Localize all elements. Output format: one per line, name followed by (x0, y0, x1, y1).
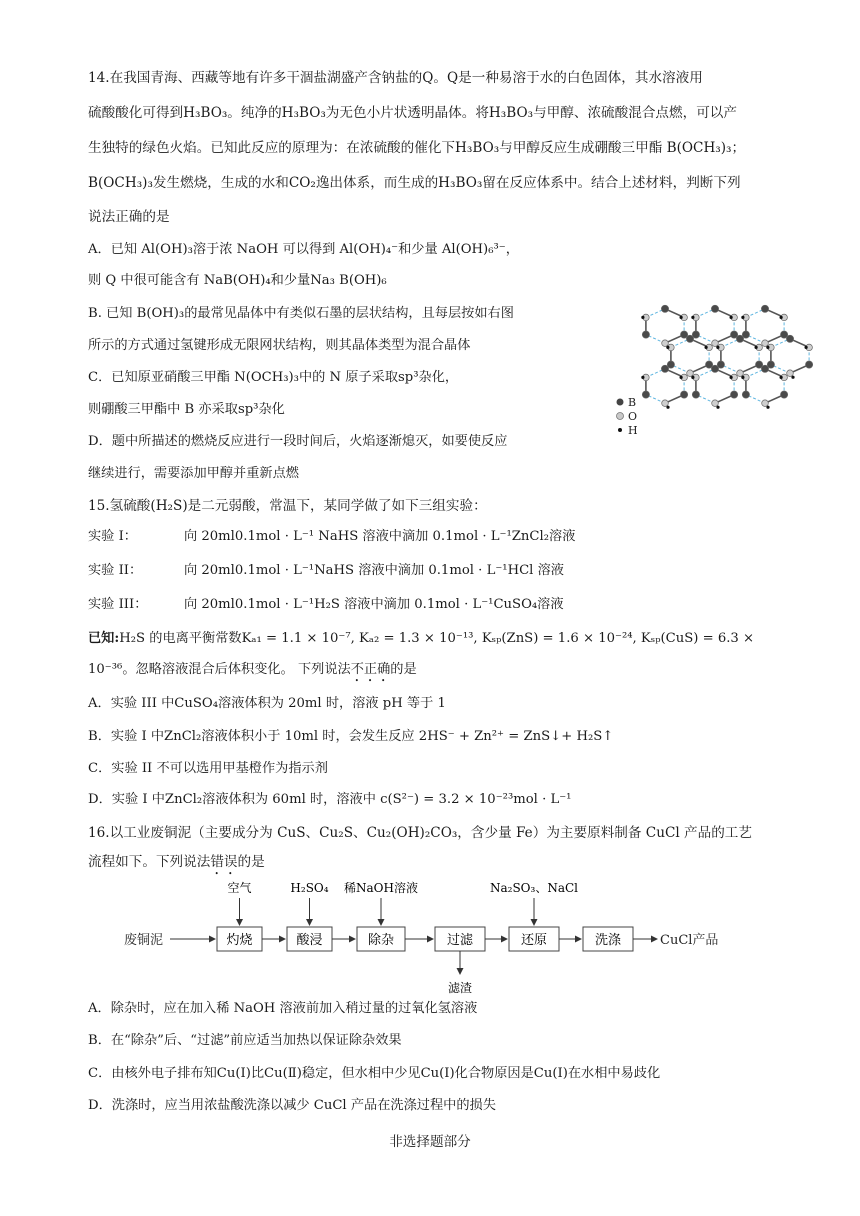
input-naoh-label: 稀NaOH溶液 (344, 881, 418, 895)
q14-option-c-line2: 则硼酸三甲酯中 B 亦采取sp³杂化 (88, 402, 285, 417)
q14-line1: 14.在我国青海、西藏等地有许多干涸盐湖盛产含钠盐的Q。Q是一种易溶于水的白色固体，其水溶液用 (88, 70, 703, 86)
hydrogen-atom (766, 406, 769, 409)
hydrogen-atom (766, 346, 769, 349)
q14-option-a-line2: 则 Q 中很可能含有 NaB(OH)₄和少量Na₃ B(OH)₆ (88, 273, 387, 288)
step-acid-leach-label: 酸浸 (296, 933, 323, 948)
section-title: 非选择题部分 (389, 1134, 471, 1150)
oxygen-atom (762, 340, 769, 347)
legend-oxygen-label: O (628, 410, 638, 423)
hydrogen-atom (680, 376, 683, 379)
experiment-1-label: 实验 I： (88, 529, 137, 544)
boric-acid-layer-figure (610, 296, 820, 446)
boron-atom (781, 391, 788, 398)
boron-atom (742, 391, 749, 398)
input-sulfuric-acid-label: H₂SO₄ (290, 881, 329, 895)
input-air-label: 空气 (227, 881, 252, 895)
oxygen-atom (712, 340, 719, 347)
q14-option-c-line1: C．已知原亚硝酸三甲酯 N(OCH₃)₃中的 N 原子采取sp³杂化， (88, 370, 459, 385)
legend-boron-marker (617, 399, 624, 406)
boron-atom (711, 305, 718, 312)
known-label: 已知: (88, 631, 120, 646)
q14-option-b-line1: B. 已知 B(OH)₃的最常见晶体中有类似石墨的层状结构，且每层按如右图 (88, 306, 514, 321)
q15-experiment-2 (88, 561, 564, 581)
oxygen-atom (737, 370, 744, 377)
q15-experiment-1 (88, 527, 575, 547)
step-washing-label: 洗涤 (594, 933, 622, 948)
q15-line1: 15.氢硫酸(H₂S)是二元弱酸，常温下，某同学做了如下三组实验： (88, 498, 487, 514)
hydrogen-atom (780, 316, 783, 319)
known-line2-text: 10⁻³⁶。忽略溶液混合后体积变化。 下列说法 (88, 662, 351, 677)
hydrogen-atom (666, 406, 669, 409)
oxygen-atom (662, 400, 669, 407)
experiment-2-label: 实验 II： (88, 563, 143, 578)
known-constants: H₂S 的电离平衡常数Kₐ₁ = 1.1 × 10⁻⁷, Kₐ₂ = 1.3 × 10⁻¹³, Kₛₚ(ZnS) = 1.6 × 10⁻²⁴, Kₛₚ(CuS) = 6.3 × (119, 631, 755, 646)
hydrogen-atom (730, 376, 733, 379)
experiment-3-label: 实验 III： (88, 597, 148, 612)
hydrogen-atom (691, 316, 694, 319)
q15-option-b: B．实验 I 中ZnCl₂溶液体积小于 10ml 时，会发生反应 2HS⁻ + Zn²⁺ = ZnS↓+ H₂S↑ (88, 729, 614, 744)
legend-boron-label: B (628, 396, 637, 409)
boron-atom (642, 331, 649, 338)
q15-option-d: D．实验 I 中ZnCl₂溶液体积为 60ml 时，溶液中 c(S²⁻) = 3.2 × 10⁻²³mol · L⁻¹ (88, 792, 572, 807)
hydrogen-atom (716, 406, 719, 409)
legend-hydrogen-marker (618, 428, 622, 432)
oxygen-atom (712, 400, 719, 407)
q14-option-d-line1: D．题中所描述的燃烧反应进行一段时间后，火焰逐渐熄灭，如要使反应 (88, 434, 508, 449)
boron-atom (761, 305, 768, 312)
boron-atom (786, 335, 793, 342)
q16-option-c: C．由核外电子排布知Cu(Ⅰ)比Cu(Ⅱ)稳定，但水相中少见Cu(Ⅰ)化合物原因是Cu(Ⅰ)在水相中易歧化 (88, 1066, 661, 1081)
q15-known-line2 (88, 660, 417, 685)
hydrogen-atom (641, 376, 644, 379)
q16-option-b: B．在“除杂”后、“过滤”前应适当加热以保证除杂效果 (88, 1033, 402, 1048)
oxygen-atom (662, 340, 669, 347)
boron-atom (692, 391, 699, 398)
flow-start-label: 废铜泥 (124, 933, 164, 948)
boron-atom (661, 305, 668, 312)
q16-line2-tail: 的是 (237, 854, 265, 870)
hydrogen-atom (805, 346, 808, 349)
hydrogen-atom (755, 346, 758, 349)
boron-atom (736, 335, 743, 342)
q16-option-a: A．除杂时，应在加入稀 NaOH 溶液前加入稍过量的过氧化氢溶液 (88, 1001, 478, 1016)
hydrogen-atom (680, 316, 683, 319)
q15-option-a: A．实验 III 中CuSO₄溶液体积为 20ml 时，溶液 pH 等于 1 (88, 696, 446, 711)
q14-option-b-line2: 所示的方式通过氢键形成无限网状结构，则其晶体类型为混合晶体 (88, 338, 471, 353)
hydrogen-atom (691, 376, 694, 379)
hydrogen-atom (741, 376, 744, 379)
boron-atom (642, 391, 649, 398)
q15-option-c: C．实验 II 不可以选用甲基橙作为指示剂 (88, 761, 328, 776)
input-na2so3-nacl-label: Na₂SO₃、NaCl (489, 881, 579, 895)
q14-line4: B(OCH₃)₃发生燃烧，生成的水和CO₂逸出体系，而生成的H₃BO₃留在反应体系中。结合上述材料，判断下列 (88, 175, 741, 191)
hydrogen-atom (705, 346, 708, 349)
q14-option-d-line2: 继续进行，需要添加甲醇并重新点燃 (88, 466, 299, 481)
boron-atom (711, 365, 718, 372)
experiment-1-text: 向 20ml0.1mol · L⁻¹ NaHS 溶液中滴加 0.1mol · L⁻¹ZnCl₂溶液 (184, 529, 576, 544)
q16-option-d: D．洗涤时，应当用浓盐酸洗涤以减少 CuCl 产品在洗涤过程中的损失 (88, 1098, 496, 1113)
legend-hydrogen-label: H (628, 424, 638, 437)
hydrogen-atom (730, 316, 733, 319)
experiment-3-text: 向 20ml0.1mol · L⁻¹H₂S 溶液中滴加 0.1mol · L⁻¹CuSO₄溶液 (184, 597, 564, 612)
q14-option-a-line1: A．已知 Al(OH)₃溶于浓 NaOH 可以得到 Al(OH)₄⁻和少量 Al(OH)₆³⁻， (88, 242, 519, 257)
hydrogen-atom (741, 316, 744, 319)
legend-oxygen-marker (617, 413, 624, 420)
boron-atom (681, 391, 688, 398)
step-reduction-label: 还原 (520, 933, 548, 948)
hydrogen-atom (716, 346, 719, 349)
hydrogen-atom (666, 346, 669, 349)
boron-atom (686, 335, 693, 342)
known-line2-tail: 的是 (390, 662, 417, 677)
hydrogen-atom (791, 376, 794, 379)
step-filtration-label: 过滤 (446, 933, 474, 948)
oxygen-atom (787, 370, 794, 377)
q15-experiment-3 (88, 595, 564, 615)
boron-atom (731, 391, 738, 398)
q16-line2 (88, 852, 265, 878)
boron-atom (761, 365, 768, 372)
hydrogen-atom (780, 376, 783, 379)
boron-atom (806, 361, 813, 368)
q16-line2-text: 流程如下。下列说法 (88, 854, 211, 870)
step-roasting-label: 灼烧 (226, 933, 253, 948)
residue-label: 滤渣 (447, 981, 473, 995)
q14-line3: 生独特的绿色火焰。已知此反应的原理为：在浓硫酸的催化下H₃BO₃与甲醇反应生成硼酸三甲酯 B(OCH₃)₃； (88, 140, 746, 156)
step-impurity-removal-label: 除杂 (367, 933, 395, 948)
experiment-2-text: 向 20ml0.1mol · L⁻¹NaHS 溶液中滴加 0.1mol · L⁻¹HCl 溶液 (184, 563, 564, 578)
emphasis-not-correct: 不正确 (350, 662, 391, 677)
q14-line2: 硫酸酸化可得到H₃BO₃。纯净的H₃BO₃为无色小片状透明晶体。将H₃BO₃与甲醇、浓硫酸混合点燃，可以产 (88, 105, 737, 121)
flow-product-label: CuCl产品 (660, 933, 719, 948)
oxygen-atom (762, 400, 769, 407)
oxygen-atom (687, 370, 694, 377)
process-flow-diagram (120, 876, 760, 996)
hydrogen-atom (641, 316, 644, 319)
q14-line5: 说法正确的是 (88, 209, 170, 225)
boron-atom (661, 365, 668, 372)
q16-line1: 16.以工业废铜泥（主要成分为 CuS、Cu₂S、Cu₂(OH)₂CO₃，含少量 Fe）为主要原料制备 CuCl 产品的工艺 (88, 825, 752, 841)
figure-legend (617, 396, 638, 437)
emphasis-wrong: 错误 (210, 854, 238, 870)
q15-known-line1 (88, 629, 754, 649)
